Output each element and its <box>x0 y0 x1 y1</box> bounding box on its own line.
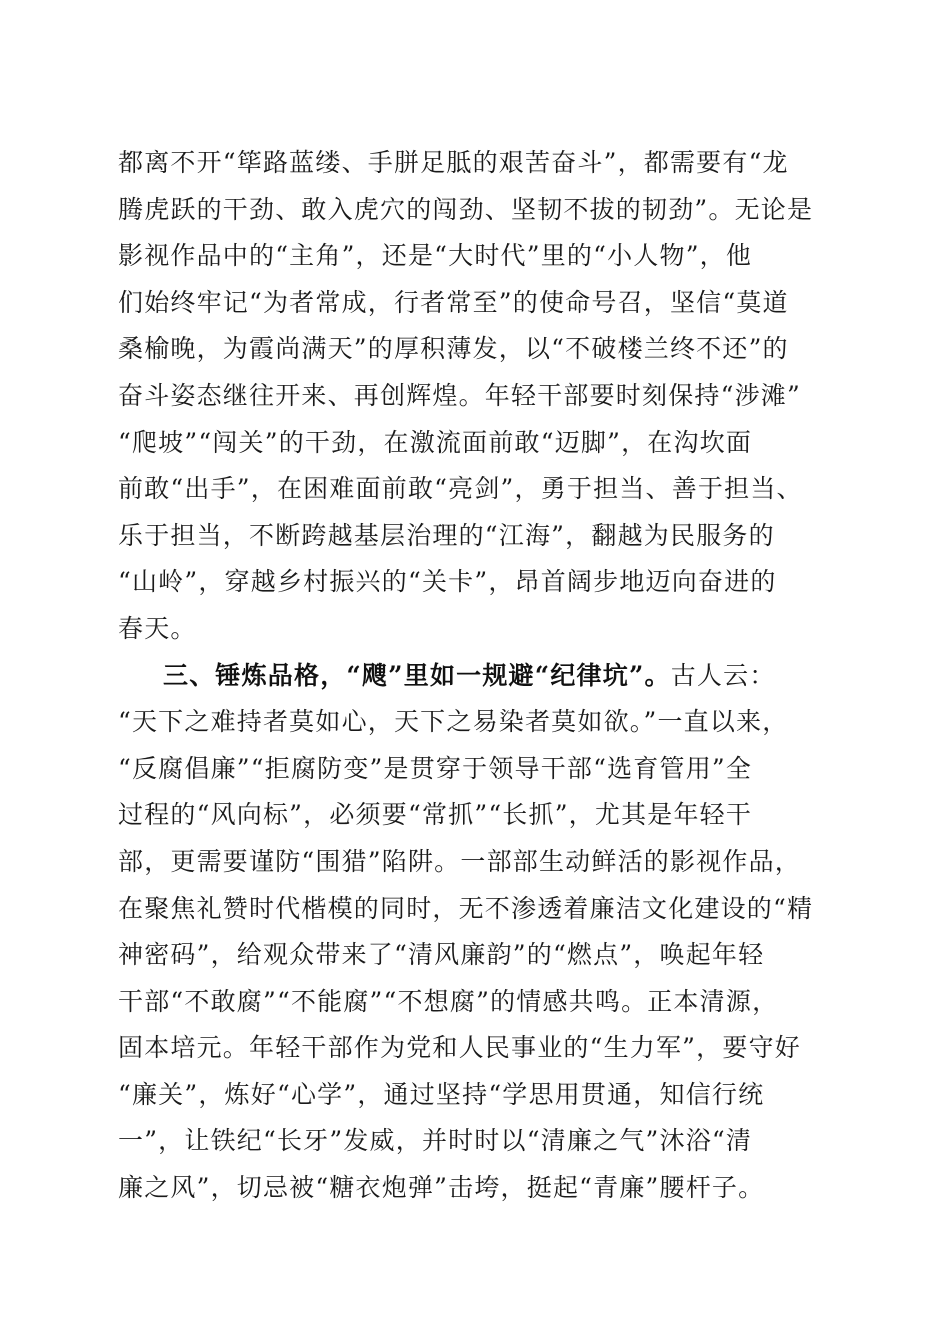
text-line: “廉关”，炼好“心学”，通过坚持“学思用贯通，知信行统 <box>118 1079 765 1109</box>
text-line: 过程的“风向标”，必须要“常抓”“长抓”，尤其是年轻干 <box>118 800 753 830</box>
text-line: 乐于担当，不断跨越基层治理的“江海”，翻越为民服务的 <box>118 520 775 550</box>
text-line: “反腐倡廉”“拒腐防变”是贯穿于领导干部“选育管用”全 <box>118 753 753 783</box>
text-line: 干部“不敢腐”“不能腐”“不想腐”的情感共鸣。正本清源， <box>118 986 779 1016</box>
text-line: 影视作品中的“主角”，还是“大时代”里的“小人物”，他 <box>118 241 753 271</box>
text-line: “山岭”，穿越乡村振兴的“关卡”，昂首阔步地迈向奋进的 <box>118 567 777 597</box>
text-line: 们始终牢记“为者常成，行者常至”的使命号召，坚信“莫道 <box>118 287 789 317</box>
text-line: 奋斗姿态继往开来、再创辉煌。年轻干部要时刻保持“涉滩” <box>118 380 801 410</box>
text-line: 部，更需要谨防“围猎”陷阱。一部部生动鲜活的影视作品， <box>118 846 801 876</box>
text-line: 腾虎跃的干劲、敢入虎穴的闯劲、坚韧不拔的韧劲”。无论是 <box>118 194 814 224</box>
section-3-heading: 三、锤炼品格，“飕”里如一规避“纪律坑”。 <box>163 660 671 690</box>
paragraph-struggle <box>118 140 838 653</box>
text-line: 前敢“出手”，在困难面前敢“亮剑”，勇于担当、善于担当、 <box>118 474 803 504</box>
text-line: “爬坡”“闯关”的干劲，在激流面前敢“迈脚”，在沟坎面 <box>118 427 753 457</box>
text-line: 桑榆晚，为霞尚满天”的厚积薄发，以“不破楼兰终不还”的 <box>118 334 789 364</box>
body-text <box>118 140 838 1212</box>
section-3-first-line <box>118 653 838 700</box>
paragraph-section-3 <box>118 653 838 1212</box>
text-line: 神密码”，给观众带来了“清风廉韵”的“燃点”，唤起年轻 <box>118 940 765 970</box>
text-line: 春天。 <box>118 613 197 643</box>
text-line: 都离不开“筚路蓝缕、手胼足胝的艰苦奋斗”，都需要有“龙 <box>118 148 789 177</box>
section-3-lead-text: 古人云： <box>670 660 776 690</box>
text-line: “天下之难持者莫如心，天下之易染者莫如欲。”一直以来， <box>118 707 789 737</box>
text-line: 一”，让铁纪“长牙”发威，并时时以“清廉之气”沐浴“清 <box>118 1126 753 1156</box>
text-line: 固本培元。年轻干部作为党和人民事业的“生力军”，要守好 <box>118 1033 801 1063</box>
text-line: 廉之风”，切忌被“糖衣炮弹”击垮，挺起“青廉”腰杆子。 <box>118 1173 765 1203</box>
text-line: 在聚焦礼赞时代楷模的同时，无不渗透着廉洁文化建设的“精 <box>118 893 814 923</box>
